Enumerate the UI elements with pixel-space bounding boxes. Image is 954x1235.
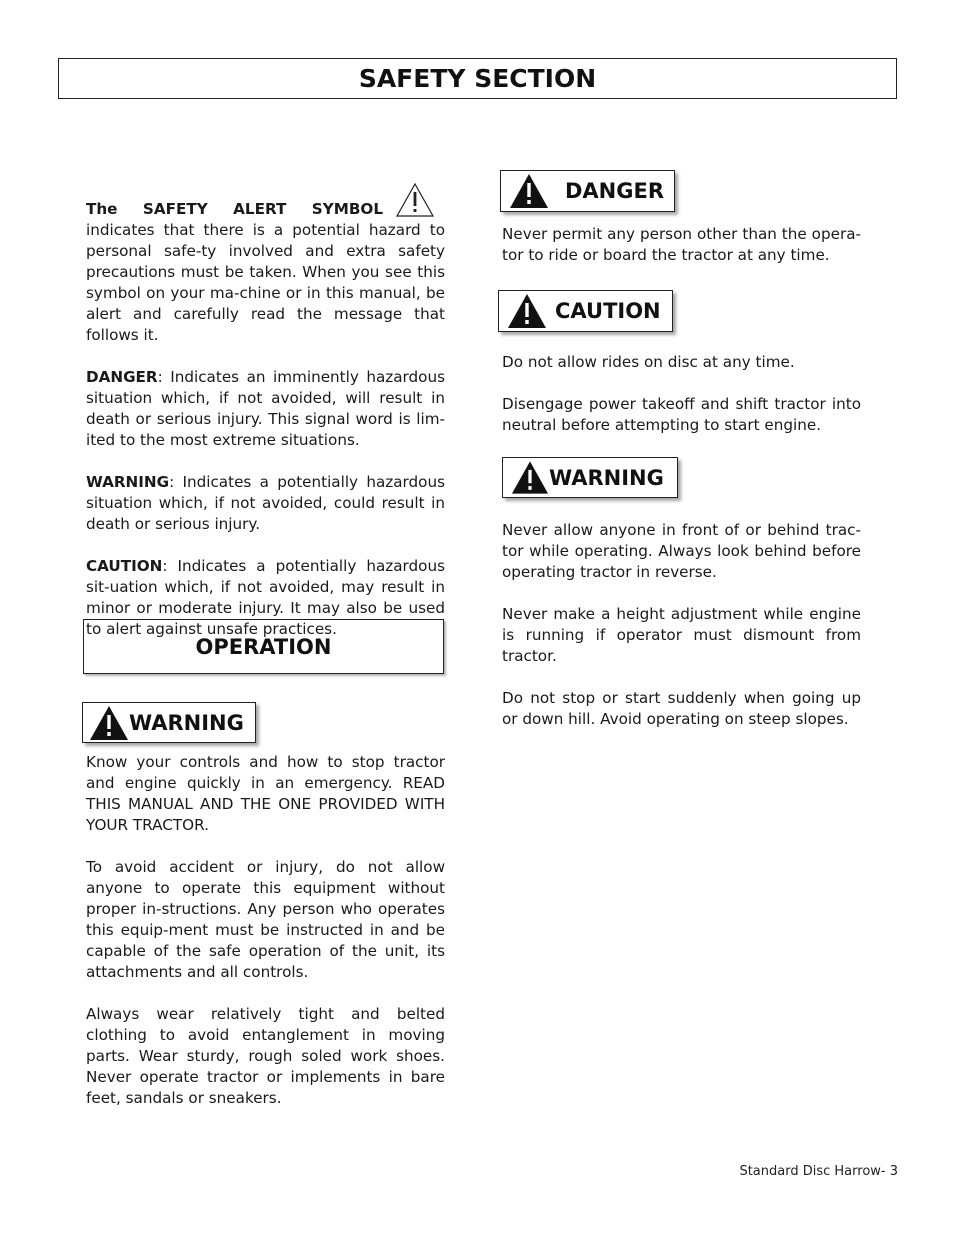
- warning-label-left: [82, 702, 256, 743]
- danger-triangle-icon: [509, 173, 549, 209]
- operation-paragraph: To avoid accident or injury, do not allow anyone to operate this equipment without proper in-structions. Any person who operates this equip-ment must be instructed in and be capable of the safe operation of the unit, its attachments and all controls.: [86, 858, 445, 981]
- danger-label: [500, 170, 675, 212]
- warning-label-text: WARNING: [129, 710, 244, 735]
- warning-text-right: [502, 520, 861, 751]
- warning-label-right: [502, 457, 678, 498]
- intro-text: that there is a potential hazard to personal safe-ty involved and extra safety precautions must be taken. When you see this symbol on your ma-chine or in this manual, be alert and carefully read the message that follows it.: [86, 221, 445, 344]
- warning-label-text: WARNING: [549, 465, 664, 490]
- warning-paragraph: Do not stop or start suddenly when going up or down hill. Avoid operating on steep slopes.: [502, 689, 861, 728]
- definition-text: : Indicates a potentially hazardous situation which, if not avoided, could result in death or serious injury.: [86, 473, 445, 533]
- warning-paragraph: Never make a height adjustment while engine is running if operator must dismount from tractor.: [502, 605, 861, 665]
- warning-paragraph: Never allow anyone in front of or behind trac-tor while operating. Always look behind before operating tractor in reverse.: [502, 521, 861, 581]
- danger-label-text: DANGER: [565, 179, 665, 203]
- definition-warning: [86, 472, 445, 535]
- operation-paragraph: Always wear relatively tight and belted clothing to avoid entanglement in moving parts. Wear sturdy, rough soled work shoes. Never operate tractor or implements in bare feet, sandals or sneakers.: [86, 1005, 445, 1107]
- operation-title: OPERATION: [195, 634, 332, 659]
- definition-text: : Indicates an imminently hazardous situation which, if not avoided, will result in death or serious injury. This signal word is lim-ited to the most extreme situations.: [86, 368, 445, 449]
- definition-term: CAUTION: [86, 557, 163, 575]
- page-footer: Standard Disc Harrow- 3: [739, 1164, 898, 1179]
- operation-paragraph: Know your controls and how to stop tractor and engine quickly in an emergency. READ THIS MANUAL AND THE ONE PROVIDED WITH YOUR TRACTOR.: [86, 753, 445, 834]
- caution-label: [498, 290, 673, 332]
- definition-term: DANGER: [86, 368, 158, 386]
- caution-text: [502, 352, 861, 457]
- danger-paragraph: Never permit any person other than the opera-tor to ride or board the tractor at any time.: [502, 225, 861, 264]
- safety-alert-symbol-icon: [395, 182, 435, 218]
- operation-warning-text: [86, 752, 445, 1130]
- intro-lead-rest: indicates: [86, 221, 155, 239]
- page-title: SAFETY SECTION: [358, 64, 597, 93]
- caution-paragraph: Disengage power takeoff and shift tractor into neutral before attempting to start engine.: [502, 395, 861, 434]
- warning-triangle-icon: [89, 705, 129, 741]
- definition-danger: [86, 367, 445, 451]
- danger-text: [502, 224, 861, 287]
- caution-triangle-icon: [507, 293, 547, 329]
- safety-alert-term: The SAFETY ALERT SYMBOL: [86, 200, 383, 218]
- caution-label-text: CAUTION: [555, 299, 661, 323]
- definition-text: : Indicates a potentially hazardous sit-uation which, if not avoided, may result in minor or moderate injury. It may also be used to alert against unsafe practices.: [86, 557, 445, 638]
- definition-term: WARNING: [86, 473, 170, 491]
- intro-column: [86, 182, 445, 661]
- warning-triangle-icon: [511, 460, 549, 495]
- section-title-box: [58, 58, 897, 99]
- caution-paragraph: Do not allow rides on disc at any time.: [502, 353, 795, 371]
- intro-paragraph: [86, 182, 445, 346]
- operation-header-box: [83, 619, 444, 674]
